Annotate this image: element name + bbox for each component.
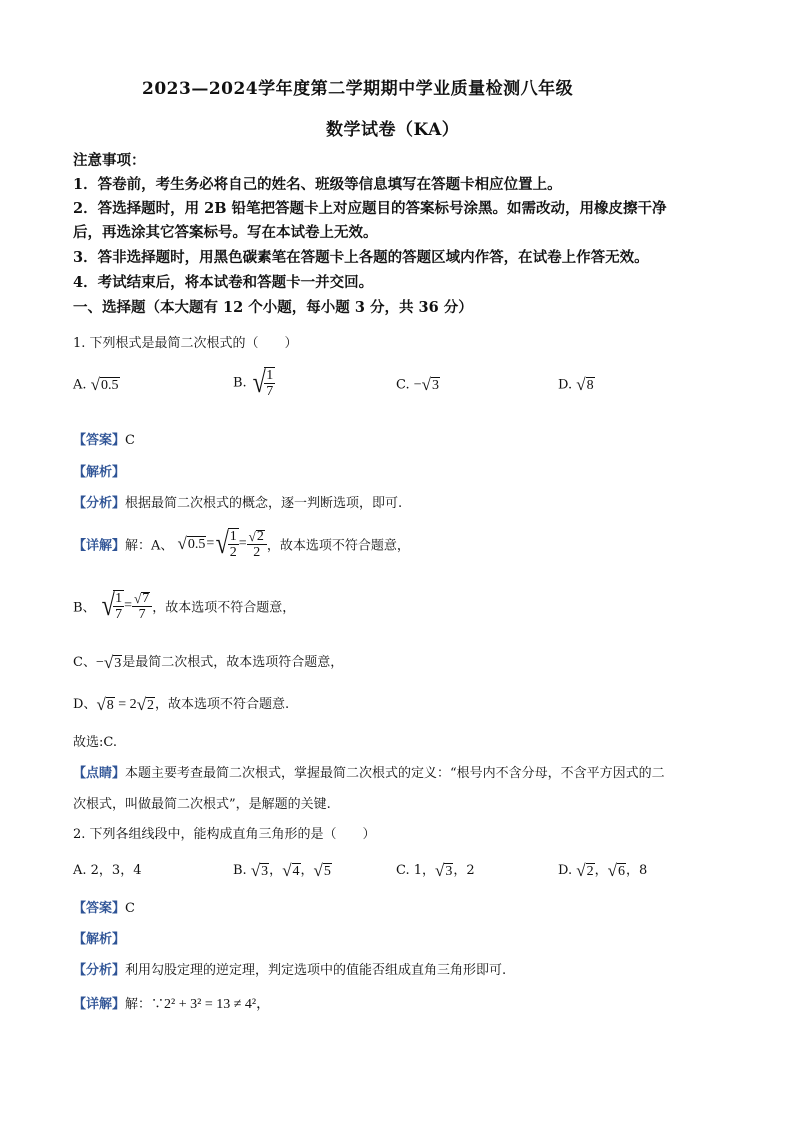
q1-dianjing: 【点睛】本题主要考查最简二次根式，掌握最简二次根式的定义：“根号内不含分母，不含平方因式的二	[73, 766, 665, 781]
q2-answer: 【答案】C	[73, 901, 135, 916]
radical: √3	[421, 375, 440, 394]
notice-item: 2．答选择题时，用 2B 铅笔把答题卡上对应题目的答案标号涂黑。如需改动，用橡皮擦干净	[73, 200, 667, 217]
radical: √0.5	[90, 375, 119, 394]
q1-detail-d: D、√8 = 2√2，故本选项不符合题意.	[73, 694, 290, 714]
q1-detail-b: B、 √ $\frac{1}{7}$ = $\frac{√7}{7}$ ，故本选项不符合题意，	[73, 589, 296, 622]
question-1-stem: 1. 下列根式是最简二次根式的（ ）	[73, 336, 298, 351]
page-title: 2023—2024学年度第二学期期中学业质量检测八年级	[142, 79, 574, 99]
q2-detail: 【详解】解：∵2² + 3² = 13 ≠ 4²，	[73, 997, 271, 1012]
q1-option-d	[558, 375, 595, 395]
q1-option-c: C. −√3	[396, 375, 440, 394]
q2-option-c: C. 1，√3，2	[396, 860, 475, 880]
q1-fenxi: 【分析】根据最简二次根式的概念，逐一判断选项，即可.	[73, 496, 403, 511]
q1-choose: 故选:C.	[73, 735, 117, 750]
section-heading: 一、选择题（本大题有 12 个小题，每小题 3 分，共 36 分）	[73, 299, 473, 316]
notice-item: 3．答非选择题时，用黑色碳素笔在答题卡上各题的答题区域内作答，在试卷上作答无效。	[73, 249, 649, 266]
q1-dianjing-cont: 次根式，叫做最简二次根式”，是解题的关键.	[73, 797, 331, 812]
q2-option-b: B. √3，√4，√5	[233, 860, 331, 880]
notice-item: 4．考试结束后，将本试卷和答题卡一并交回。	[73, 274, 374, 291]
q2-fenxi: 【分析】利用勾股定理的逆定理，判定选项中的值能否组成直角三角形即可.	[73, 963, 507, 978]
q1-detail-c: C、−√3是最简二次根式，故本选项符合题意，	[73, 652, 344, 672]
page-subtitle: 数学试卷（KA）	[326, 120, 460, 140]
radical-fraction: √ $\frac{1}{7}$	[252, 366, 274, 399]
q1-option-b	[233, 366, 275, 400]
notice-item: 1．答卷前，考生务必将自己的姓名、班级等信息填写在答题卡相应位置上。	[73, 176, 562, 193]
option-label: C.	[396, 377, 410, 393]
option-label: B.	[233, 375, 247, 391]
q1-option-a	[73, 375, 120, 395]
question-2-stem: 2. 下列各组线段中，能构成直角三角形的是（ ）	[73, 827, 376, 842]
q2-analysis-label: 【解析】	[73, 932, 126, 947]
q2-option-a: A. 2，3，4	[73, 863, 142, 878]
q2-option-d: D. √2，√6，8	[558, 860, 648, 880]
q1-detail-a: 【详解】解：A、 √0.5=√ $\frac{1}{2}$ = $\frac{√2}{2}$ ，故本选项不符合题意，	[73, 527, 410, 560]
notice-heading: 注意事项：	[73, 152, 146, 169]
notice-item: 后，再选涂其它答案标号。写在本试卷上无效。	[73, 224, 378, 241]
radical: √8	[576, 375, 594, 394]
option-label: A.	[73, 377, 87, 393]
q1-answer: 【答案】C	[73, 433, 135, 448]
option-label: D.	[558, 377, 573, 393]
q1-analysis-label: 【解析】	[73, 465, 126, 480]
